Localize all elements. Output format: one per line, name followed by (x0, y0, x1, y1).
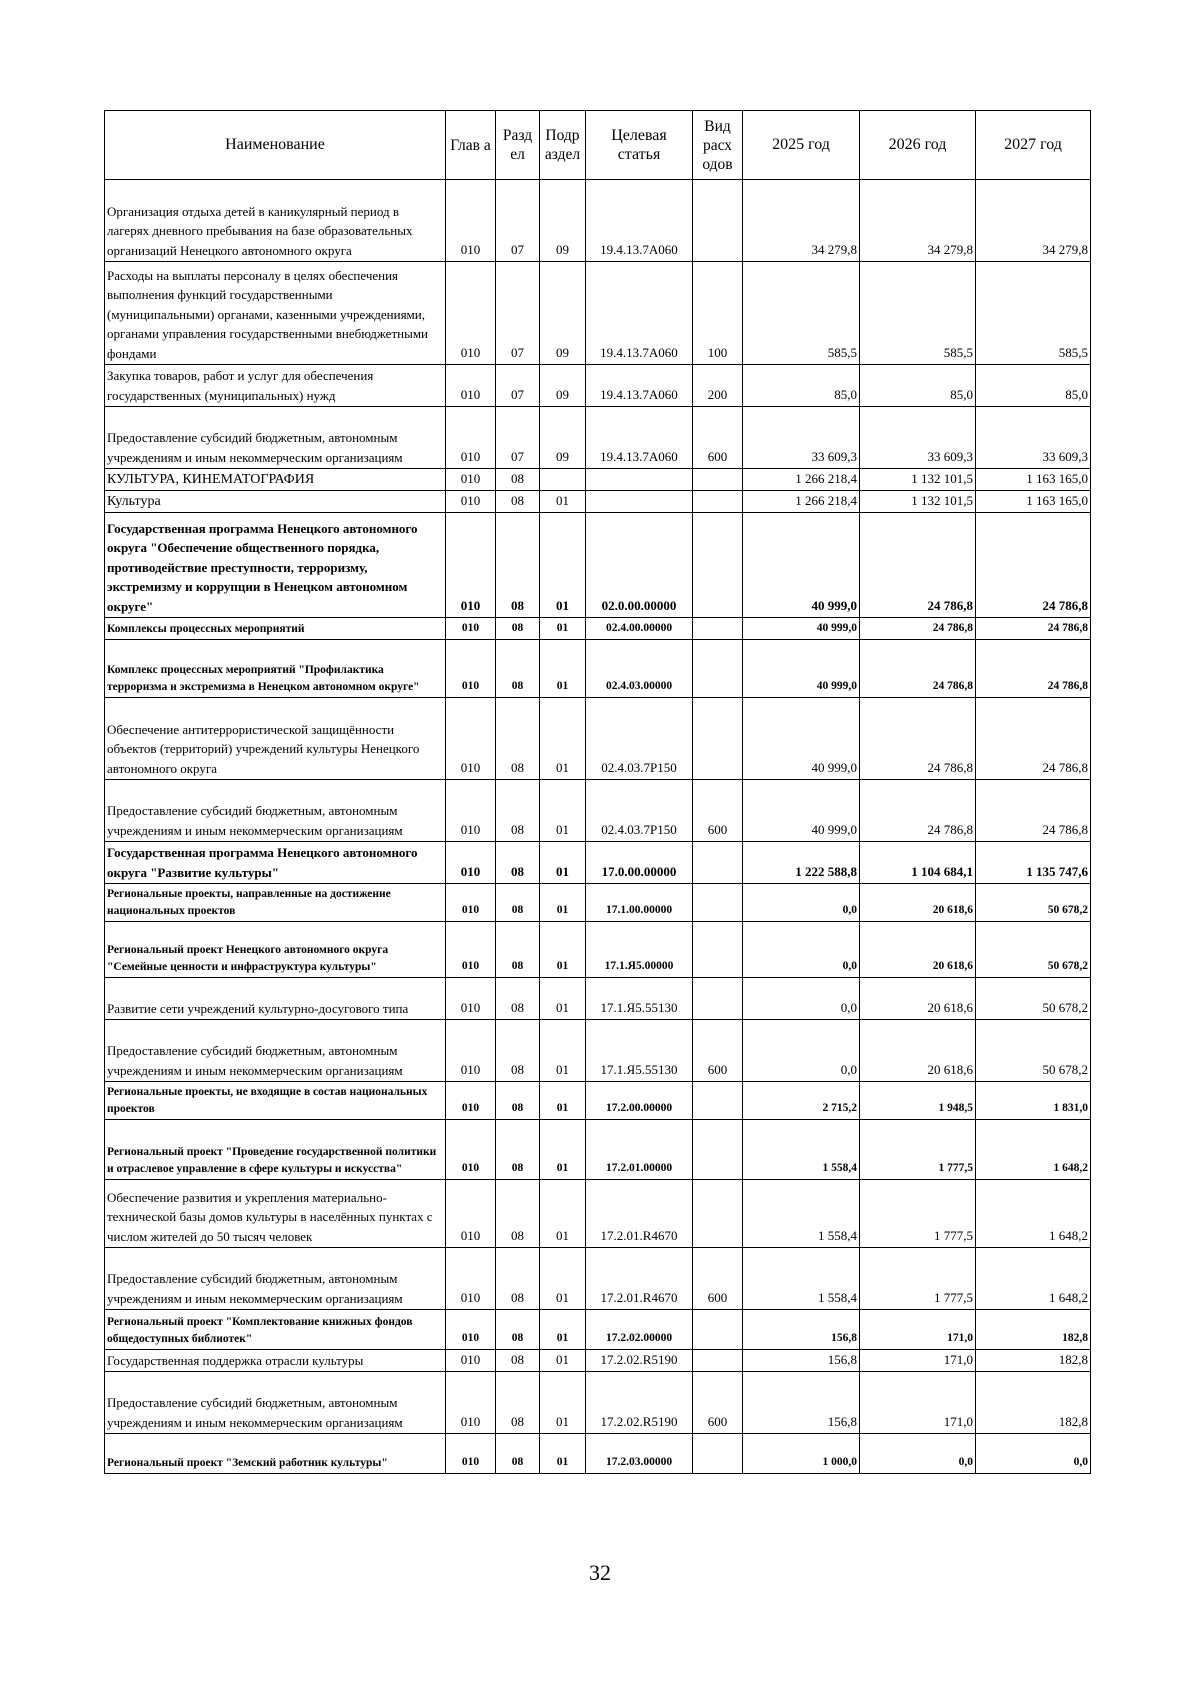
row-name: Комплексы процессных мероприятий (105, 618, 446, 640)
row-glava: 010 (446, 365, 496, 407)
row-name: Обеспечение антитеррористической защищённости объектов (территорий) учреждений культуры Ненецкого автономного округа (105, 698, 446, 780)
row-razdel: 08 (496, 1350, 540, 1372)
row-glava: 010 (446, 978, 496, 1020)
row-glava: 010 (446, 407, 496, 469)
row-razdel: 08 (496, 698, 540, 780)
row-value-2025: 0,0 (743, 1020, 860, 1082)
row-razdel: 07 (496, 365, 540, 407)
row-podrazdel: 09 (540, 262, 586, 365)
row-name: Расходы на выплаты персоналу в целях обеспечения выполнения функций государственными (муниципальными) органами, казенными учреждениями, органами управления государственными внебюджетными фондами (105, 262, 446, 365)
table-row (105, 842, 1091, 884)
row-glava: 010 (446, 1120, 496, 1180)
budget-table (104, 110, 1091, 1474)
row-target (586, 469, 693, 491)
row-name: Предоставление субсидий бюджетным, автономным учреждениям и иным некоммерческим организациям (105, 1372, 446, 1434)
row-target: 17.2.02.R5190 (586, 1350, 693, 1372)
header-name: Наименование (105, 111, 446, 180)
header-razdel: Разд ел (496, 111, 540, 180)
row-razdel: 08 (496, 780, 540, 842)
row-value-2027: 1 648,2 (976, 1248, 1091, 1310)
row-value-2027: 24 786,8 (976, 513, 1091, 618)
row-vid (693, 884, 743, 922)
row-value-2027: 24 786,8 (976, 698, 1091, 780)
row-value-2025: 40 999,0 (743, 780, 860, 842)
table-row (105, 365, 1091, 407)
table-row (105, 1248, 1091, 1310)
row-podrazdel: 01 (540, 780, 586, 842)
row-target: 19.4.13.7А060 (586, 407, 693, 469)
row-target: 17.2.02.R5190 (586, 1372, 693, 1434)
row-podrazdel: 01 (540, 978, 586, 1020)
table-row (105, 180, 1091, 262)
table-row (105, 262, 1091, 365)
table-row (105, 491, 1091, 513)
row-value-2026: 24 786,8 (860, 618, 976, 640)
row-value-2026: 0,0 (860, 1434, 976, 1474)
row-value-2027: 50 678,2 (976, 978, 1091, 1020)
row-razdel: 08 (496, 1434, 540, 1474)
row-vid: 100 (693, 262, 743, 365)
row-value-2027: 85,0 (976, 365, 1091, 407)
row-value-2026: 20 618,6 (860, 922, 976, 978)
row-value-2025: 2 715,2 (743, 1082, 860, 1120)
row-name: Предоставление субсидий бюджетным, автономным учреждениям и иным некоммерческим организациям (105, 1248, 446, 1310)
row-name: КУЛЬТУРА, КИНЕМАТОГРАФИЯ (105, 469, 446, 491)
row-vid (693, 978, 743, 1020)
row-value-2027: 50 678,2 (976, 922, 1091, 978)
row-razdel: 08 (496, 469, 540, 491)
table-row (105, 884, 1091, 922)
header-glava: Глав а (446, 111, 496, 180)
row-target: 17.2.03.00000 (586, 1434, 693, 1474)
row-vid: 600 (693, 780, 743, 842)
row-podrazdel: 01 (540, 1180, 586, 1248)
row-podrazdel: 01 (540, 640, 586, 698)
row-value-2025: 1 558,4 (743, 1120, 860, 1180)
row-target: 17.1.Я5.00000 (586, 922, 693, 978)
row-podrazdel: 01 (540, 1248, 586, 1310)
table-row (105, 978, 1091, 1020)
table-row (105, 780, 1091, 842)
row-razdel: 08 (496, 1082, 540, 1120)
table-row (105, 1434, 1091, 1474)
row-glava: 010 (446, 842, 496, 884)
row-podrazdel: 01 (540, 1350, 586, 1372)
row-value-2027: 182,8 (976, 1350, 1091, 1372)
row-value-2027: 24 786,8 (976, 640, 1091, 698)
row-value-2025: 0,0 (743, 978, 860, 1020)
row-name: Предоставление субсидий бюджетным, автономным учреждениям и иным некоммерческим организациям (105, 407, 446, 469)
table-row (105, 1120, 1091, 1180)
row-value-2025: 40 999,0 (743, 513, 860, 618)
row-podrazdel: 09 (540, 407, 586, 469)
row-value-2026: 1 132 101,5 (860, 491, 976, 513)
row-razdel: 08 (496, 640, 540, 698)
row-glava: 010 (446, 618, 496, 640)
row-vid (693, 180, 743, 262)
row-glava: 010 (446, 698, 496, 780)
table-row (105, 698, 1091, 780)
table-row (105, 922, 1091, 978)
row-value-2025: 156,8 (743, 1310, 860, 1350)
header-target-article: Целевая статья (586, 111, 693, 180)
row-value-2025: 40 999,0 (743, 640, 860, 698)
row-name: Культура (105, 491, 446, 513)
header-expense-type: Вид расх одов (693, 111, 743, 180)
row-value-2025: 156,8 (743, 1372, 860, 1434)
row-target: 17.0.00.00000 (586, 842, 693, 884)
row-glava: 010 (446, 1372, 496, 1434)
row-razdel: 07 (496, 407, 540, 469)
row-podrazdel: 01 (540, 491, 586, 513)
row-target: 17.2.00.00000 (586, 1082, 693, 1120)
row-name: Комплекс процессных мероприятий "Профилактика терроризма и экстремизма в Ненецком автономном округе" (105, 640, 446, 698)
row-vid (693, 1310, 743, 1350)
row-vid (693, 513, 743, 618)
row-vid: 600 (693, 407, 743, 469)
row-podrazdel: 09 (540, 365, 586, 407)
row-podrazdel: 01 (540, 1434, 586, 1474)
row-target: 02.0.00.00000 (586, 513, 693, 618)
row-value-2026: 20 618,6 (860, 884, 976, 922)
row-name: Региональный проект Ненецкого автономного округа "Семейные ценности и инфраструктура культуры" (105, 922, 446, 978)
row-value-2026: 20 618,6 (860, 1020, 976, 1082)
row-value-2027: 585,5 (976, 262, 1091, 365)
row-podrazdel: 01 (540, 618, 586, 640)
row-value-2027: 1 135 747,6 (976, 842, 1091, 884)
row-value-2027: 50 678,2 (976, 1020, 1091, 1082)
row-vid (693, 1082, 743, 1120)
row-podrazdel: 01 (540, 922, 586, 978)
row-value-2027: 0,0 (976, 1434, 1091, 1474)
row-glava: 010 (446, 922, 496, 978)
table-row (105, 1372, 1091, 1434)
row-target: 02.4.03.7Р150 (586, 780, 693, 842)
row-value-2027: 1 648,2 (976, 1180, 1091, 1248)
row-value-2026: 171,0 (860, 1372, 976, 1434)
row-target (586, 491, 693, 513)
row-vid (693, 922, 743, 978)
row-value-2025: 156,8 (743, 1350, 860, 1372)
table-row (105, 1020, 1091, 1082)
row-razdel: 08 (496, 884, 540, 922)
row-vid (693, 618, 743, 640)
row-value-2025: 0,0 (743, 922, 860, 978)
row-glava: 010 (446, 1350, 496, 1372)
row-value-2026: 171,0 (860, 1350, 976, 1372)
row-vid (693, 842, 743, 884)
row-value-2027: 1 648,2 (976, 1120, 1091, 1180)
table-row (105, 513, 1091, 618)
row-target: 02.4.00.00000 (586, 618, 693, 640)
row-podrazdel: 01 (540, 1120, 586, 1180)
table-row (105, 640, 1091, 698)
row-value-2026: 585,5 (860, 262, 976, 365)
row-razdel: 08 (496, 842, 540, 884)
budget-table-container (104, 110, 1090, 1474)
row-podrazdel: 01 (540, 1310, 586, 1350)
row-name: Развитие сети учреждений культурно-досугового типа (105, 978, 446, 1020)
row-podrazdel: 01 (540, 1082, 586, 1120)
table-header-row (105, 111, 1091, 180)
table-row (105, 469, 1091, 491)
row-podrazdel: 01 (540, 1020, 586, 1082)
row-value-2025: 1 558,4 (743, 1180, 860, 1248)
row-podrazdel: 01 (540, 513, 586, 618)
row-vid (693, 1120, 743, 1180)
row-razdel: 08 (496, 1248, 540, 1310)
table-row (105, 1350, 1091, 1372)
row-value-2026: 33 609,3 (860, 407, 976, 469)
row-vid (693, 469, 743, 491)
row-value-2026: 1 777,5 (860, 1180, 976, 1248)
row-vid: 600 (693, 1020, 743, 1082)
row-name: Государственная поддержка отрасли культуры (105, 1350, 446, 1372)
row-value-2026: 24 786,8 (860, 513, 976, 618)
row-target: 19.4.13.7А060 (586, 262, 693, 365)
header-year-2026: 2026 год (860, 111, 976, 180)
row-glava: 010 (446, 491, 496, 513)
row-vid (693, 1350, 743, 1372)
row-glava: 010 (446, 469, 496, 491)
row-value-2025: 34 279,8 (743, 180, 860, 262)
row-target: 17.1.00.00000 (586, 884, 693, 922)
row-target: 02.4.03.00000 (586, 640, 693, 698)
row-value-2026: 1 777,5 (860, 1248, 976, 1310)
row-glava: 010 (446, 180, 496, 262)
row-value-2025: 1 558,4 (743, 1248, 860, 1310)
row-value-2027: 24 786,8 (976, 618, 1091, 640)
row-podrazdel: 01 (540, 842, 586, 884)
row-value-2025: 0,0 (743, 884, 860, 922)
row-glava: 010 (446, 1434, 496, 1474)
row-value-2027: 182,8 (976, 1310, 1091, 1350)
row-razdel: 08 (496, 1180, 540, 1248)
row-value-2026: 1 777,5 (860, 1120, 976, 1180)
header-podrazdel: Подр аздел (540, 111, 586, 180)
row-glava: 010 (446, 884, 496, 922)
row-value-2025: 33 609,3 (743, 407, 860, 469)
row-name: Региональный проект "Земский работник культуры" (105, 1434, 446, 1474)
row-target: 17.2.01.R4670 (586, 1180, 693, 1248)
header-year-2025: 2025 год (743, 111, 860, 180)
row-value-2026: 1 132 101,5 (860, 469, 976, 491)
row-razdel: 08 (496, 1310, 540, 1350)
row-vid (693, 1434, 743, 1474)
row-razdel: 08 (496, 1120, 540, 1180)
row-glava: 010 (446, 262, 496, 365)
row-razdel: 07 (496, 262, 540, 365)
row-value-2026: 24 786,8 (860, 780, 976, 842)
row-target: 17.2.01.00000 (586, 1120, 693, 1180)
row-name: Обеспечение развития и укрепления материально-технической базы домов культуры в населённых пунктах с числом жителей до 50 тысяч человек (105, 1180, 446, 1248)
row-value-2026: 85,0 (860, 365, 976, 407)
row-vid (693, 491, 743, 513)
row-value-2025: 585,5 (743, 262, 860, 365)
table-row (105, 1310, 1091, 1350)
row-glava: 010 (446, 1082, 496, 1120)
row-razdel: 08 (496, 978, 540, 1020)
row-value-2025: 1 266 218,4 (743, 491, 860, 513)
row-podrazdel: 09 (540, 180, 586, 262)
row-value-2026: 20 618,6 (860, 978, 976, 1020)
row-target: 02.4.03.7Р150 (586, 698, 693, 780)
page-number: 32 (589, 1560, 611, 1585)
row-value-2027: 34 279,8 (976, 180, 1091, 262)
row-name: Закупка товаров, работ и услуг для обеспечения государственных (муниципальных) нужд (105, 365, 446, 407)
row-value-2027: 33 609,3 (976, 407, 1091, 469)
row-razdel: 08 (496, 1020, 540, 1082)
row-glava: 010 (446, 1310, 496, 1350)
row-target: 17.1.Я5.55130 (586, 1020, 693, 1082)
row-razdel: 08 (496, 491, 540, 513)
row-podrazdel: 01 (540, 1372, 586, 1434)
row-value-2025: 1 222 588,8 (743, 842, 860, 884)
row-razdel: 07 (496, 180, 540, 262)
row-value-2025: 40 999,0 (743, 698, 860, 780)
row-podrazdel: 01 (540, 698, 586, 780)
row-vid (693, 698, 743, 780)
row-target: 19.4.13.7А060 (586, 365, 693, 407)
row-value-2027: 1 163 165,0 (976, 491, 1091, 513)
row-vid (693, 640, 743, 698)
row-target: 17.2.01.R4670 (586, 1248, 693, 1310)
table-row (105, 1082, 1091, 1120)
row-name: Региональный проект "Комплектование книжных фондов общедоступных библиотек" (105, 1310, 446, 1350)
row-value-2025: 85,0 (743, 365, 860, 407)
row-razdel: 08 (496, 922, 540, 978)
row-glava: 010 (446, 640, 496, 698)
row-value-2025: 40 999,0 (743, 618, 860, 640)
row-vid: 600 (693, 1372, 743, 1434)
row-name: Государственная программа Ненецкого автономного округа "Обеспечение общественного порядка, противодействие преступности, терроризму, экстремизму и коррупции в Ненецком автономном округе" (105, 513, 446, 618)
row-target: 17.1.Я5.55130 (586, 978, 693, 1020)
header-year-2027: 2027 год (976, 111, 1091, 180)
row-razdel: 08 (496, 513, 540, 618)
row-name: Региональный проект "Проведение государственной политики и отраслевое управление в сфере культуры и искусства" (105, 1120, 446, 1180)
row-glava: 010 (446, 1248, 496, 1310)
row-glava: 010 (446, 780, 496, 842)
table-row (105, 618, 1091, 640)
row-name: Предоставление субсидий бюджетным, автономным учреждениям и иным некоммерческим организациям (105, 1020, 446, 1082)
row-value-2027: 1 163 165,0 (976, 469, 1091, 491)
row-value-2027: 1 831,0 (976, 1082, 1091, 1120)
row-name: Государственная программа Ненецкого автономного округа "Развитие культуры" (105, 842, 446, 884)
row-value-2025: 1 266 218,4 (743, 469, 860, 491)
row-razdel: 08 (496, 618, 540, 640)
row-vid: 600 (693, 1248, 743, 1310)
row-razdel: 08 (496, 1372, 540, 1434)
row-value-2025: 1 000,0 (743, 1434, 860, 1474)
table-row (105, 1180, 1091, 1248)
row-glava: 010 (446, 1020, 496, 1082)
row-value-2027: 50 678,2 (976, 884, 1091, 922)
row-glava: 010 (446, 1180, 496, 1248)
row-vid: 200 (693, 365, 743, 407)
row-value-2026: 1 104 684,1 (860, 842, 976, 884)
row-glava: 010 (446, 513, 496, 618)
row-value-2026: 34 279,8 (860, 180, 976, 262)
row-name: Организация отдыха детей в каникулярный период в лагерях дневного пребывания на базе образовательных организаций Ненецкого автономного округа (105, 180, 446, 262)
row-value-2027: 182,8 (976, 1372, 1091, 1434)
row-name: Региональные проекты, направленные на достижение национальных проектов (105, 884, 446, 922)
row-value-2027: 24 786,8 (976, 780, 1091, 842)
row-target: 19.4.13.7А060 (586, 180, 693, 262)
row-name: Региональные проекты, не входящие в состав национальных проектов (105, 1082, 446, 1120)
row-value-2026: 24 786,8 (860, 698, 976, 780)
row-value-2026: 171,0 (860, 1310, 976, 1350)
row-value-2026: 24 786,8 (860, 640, 976, 698)
row-vid (693, 1180, 743, 1248)
row-name: Предоставление субсидий бюджетным, автономным учреждениям и иным некоммерческим организациям (105, 780, 446, 842)
row-podrazdel (540, 469, 586, 491)
table-row (105, 407, 1091, 469)
row-value-2026: 1 948,5 (860, 1082, 976, 1120)
row-podrazdel: 01 (540, 884, 586, 922)
row-target: 17.2.02.00000 (586, 1310, 693, 1350)
